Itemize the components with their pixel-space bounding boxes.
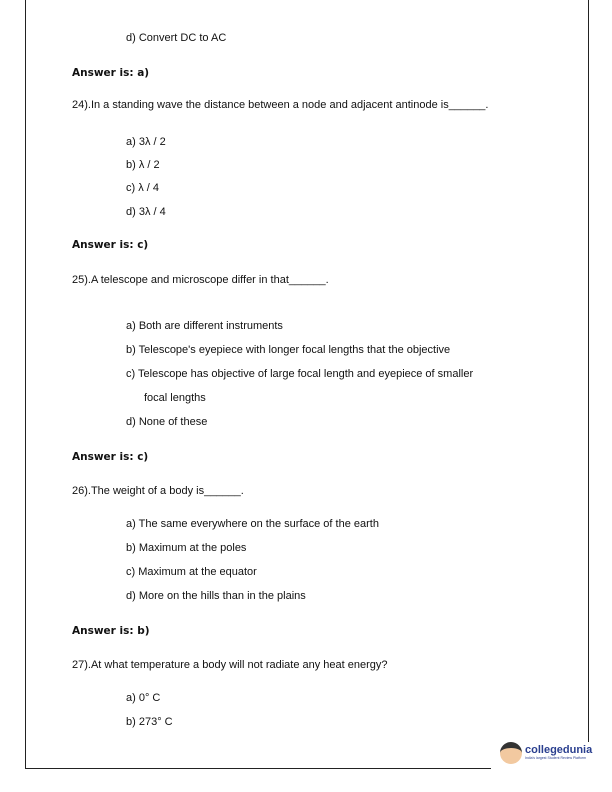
option: a) 3λ / 2: [126, 136, 166, 148]
option: b) Maximum at the poles: [126, 542, 247, 554]
option: d) 3λ / 4: [126, 206, 166, 218]
question-26: 26).The weight of a body is______.: [72, 485, 244, 497]
option: c) λ / 4: [126, 182, 160, 194]
left-border: [25, 0, 26, 768]
option: a) Both are different instruments: [126, 320, 283, 332]
option: c) Maximum at the equator: [126, 566, 257, 578]
option: a) The same everywhere on the surface of the earth: [126, 518, 379, 530]
answer: Answer is: a): [72, 67, 150, 79]
question-25: 25).A telescope and microscope differ in that______.: [72, 274, 329, 286]
answer: Answer is: b): [72, 625, 150, 637]
option: c) Telescope has objective of large focal length and eyepiece of smaller: [126, 368, 474, 380]
option: a) 0° C: [126, 692, 161, 704]
right-border: [588, 0, 589, 742]
mascot-icon: [500, 742, 522, 764]
logo-name: collegedunia: [525, 744, 593, 756]
option: b) Telescope's eyepiece with longer focal lengths that the objective: [126, 344, 451, 356]
option: d) Convert DC to AC: [126, 32, 227, 44]
question-24: 24).In a standing wave the distance between a node and adjacent antinode is______.: [72, 99, 489, 111]
option: b) λ / 2: [126, 159, 160, 171]
collegedunia-logo: [500, 742, 592, 764]
bottom-border: [25, 768, 491, 769]
option: d) None of these: [126, 416, 208, 428]
option: d) More on the hills than in the plains: [126, 590, 306, 602]
answer: Answer is: c): [72, 451, 149, 463]
answer: Answer is: c): [72, 239, 149, 251]
option: b) 273° C: [126, 716, 173, 728]
logo-tagline: India's largest Student Review Platform: [525, 756, 586, 760]
option-continuation: focal lengths: [144, 392, 206, 404]
question-27: 27).At what temperature a body will not radiate any heat energy?: [72, 659, 388, 671]
